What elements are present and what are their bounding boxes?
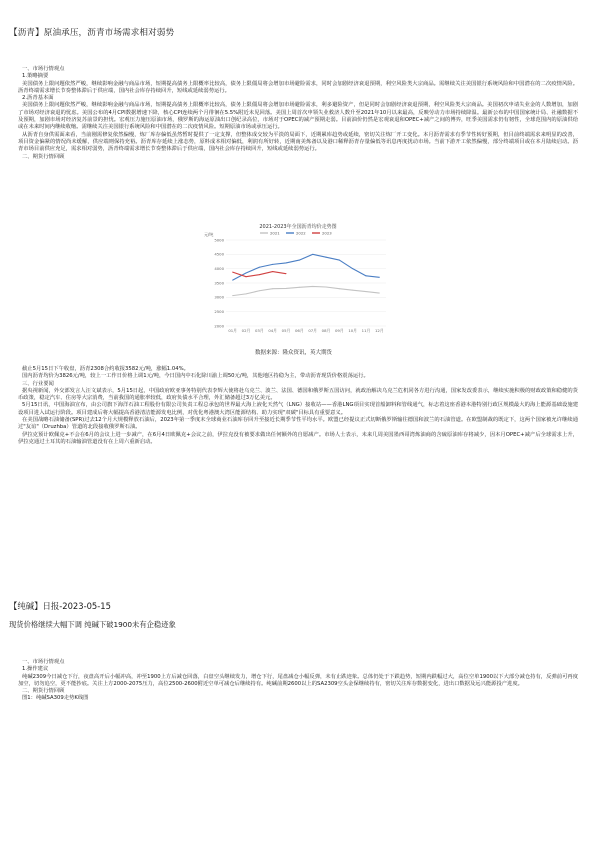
x-tick-label: 03月 xyxy=(255,328,264,333)
soda-ash-block xyxy=(18,659,578,703)
section-title-asphalt: 【沥青】原油承压，沥青市场需求相对弱势 xyxy=(9,28,175,38)
heading-strategy: 1.策略摘要 xyxy=(22,73,49,80)
y-tick-label: 5000 xyxy=(214,237,224,243)
legend-label-2023: 2023 xyxy=(322,230,332,236)
heading-futures-review: 二、期货行情回顾 xyxy=(22,153,65,160)
data-point-2023 xyxy=(232,272,233,273)
data-point-2022 xyxy=(286,262,287,263)
legend-label-2022: 2022 xyxy=(296,230,306,236)
x-tick-label: 12月 xyxy=(375,328,384,333)
x-tick-label: 04月 xyxy=(268,328,277,333)
heading-market-view: 一、市场行情观点 xyxy=(22,66,65,72)
x-tick-label: 08月 xyxy=(321,328,331,333)
heading-soda-futures-review: 二、期货行情回顾 xyxy=(22,688,65,695)
data-point-2021 xyxy=(379,293,380,294)
y-tick-label: 4500 xyxy=(214,251,224,257)
x-tick-label: 01月 xyxy=(228,328,237,333)
x-tick-label: 05月 xyxy=(281,328,291,333)
soda-figure-label: 图1：纯碱SA309走势K线图 xyxy=(22,695,89,702)
data-point-2022 xyxy=(272,264,273,265)
soda-strategy-paragraph: 纯碱2309今日减仓下行，夜盘高开后小幅冲高，冲至1900上方后减仓回落，白盘空头继续发力，增仓下行，尾盘减仓小幅反弹，未有止跌迹象。总体仍处于下跌趋势，短期内跌幅过大，高位空单1900以下大部分减仓持有，反弹前可再度加空，切勿追空，更不能抄底。关注上方2000-2075压力，高位2500-2600附近空单可减仓后继续持有。纯碱前期2600以上的SA2309空头金保继续持有，密切关注库存数据变化，进出口数据及远兴能源投产进度。 xyxy=(18,673,578,687)
x-tick-label: 06月 xyxy=(295,328,304,333)
y-tick-label: 2000 xyxy=(214,323,224,329)
data-point-2022 xyxy=(299,260,300,261)
x-tick-label: 11月 xyxy=(361,328,371,333)
y-tick-label: 2500 xyxy=(214,309,224,315)
fundamentals-paragraph-1: 美国债务上限问题依然严峻，继续影响金融与商品市场，短期提高债务上限概率比较高，债务上限僵局将会增加市场避险需求，利多避险资产，但是同时会加剧经济衰退预期，利空风险类大宗商品。美国初次申请失业金的人数增加，加剧了市场对经济衰退的忧虑。美国公布的4月CPI数据增速下降，核心CPI连续两个月徘徊在5.5%附近未见回落。美国上周首次申领失业救济人数升至2021年10月以来最高，反映劳动力市场持续降温。最新公布的中国国家统计局、社融数据不及预期，加剧市场对经济复苏前景的担忧。宏观压力施压原油市场，俄罗斯的海运原油出口创纪录高位，市场对于OPEC的减产预期走弱。目前油价仍然是宏观衰退和OPEC+减产之间的博弈，旺季美国需求仍有韧性，全球范围内的原油供给或在未来时间内继续收缩。需继续关注美国银行系统风险和中国潜在的二次疫情风险。短期原油市场或承压运行。 xyxy=(18,102,578,131)
data-point-2021 xyxy=(286,288,287,289)
data-point-2021 xyxy=(352,290,353,291)
heading-soda-market-view: 一、市场行情观点 xyxy=(22,659,65,665)
data-point-2021 xyxy=(366,291,367,292)
section-title-soda-ash: 【纯碱】日报-2023-05-15 xyxy=(9,601,111,611)
news-paragraph-2: 5月15日讯，中国海油宣布，由公司旗下海洋石油工程股份有限公司负责工程总承包的世界最大海上液化天然气（LNG）接收站——香港LNG项目实现首船卸料和管线通气，标志着这座香港本港特别行政区规模最大的海上能源基础设施建设项目进入试运行阶段。项目建成后将大幅提高香港清洁能源发电比例，对优化粤港澳大湾区能源结构、助力实现"双碳"目标具有重要意义。 xyxy=(18,402,578,416)
data-point-2023 xyxy=(259,274,260,275)
data-point-2022 xyxy=(366,275,367,276)
news-paragraph-4: 伊拉克预计欧佩克+不会在6月的会议上进一步减产，在6月4日欧佩克+会议之前，伊拉克没有被要求做出任何额外的自愿减产。市场人士表示，未来几周美国墨西哥湾炼油商的含硫原油库存将减少，因本月OPEC+减产后全球需求上升，伊拉克通过土耳其的石油输油管道没有在上周六重新启动。 xyxy=(18,431,578,445)
data-point-2022 xyxy=(259,267,260,268)
data-point-2023 xyxy=(272,271,273,272)
chart-title: 2021-2023年全国沥青均价走势图 xyxy=(259,224,337,230)
data-point-2021 xyxy=(312,286,313,287)
fundamentals-paragraph-2: 从沥青自身供需面来看，当前刚需修复依然偏慢，炼厂库存偏低虽然暂时提供了一定支撑，但整体成交较为平淡的局面下，近期累库趋势或延续，密切关注炼厂开工变化。本月沥青需求有季节性转好预期，但目前终端需求来明显的改善，项目资金偏紧的情况尚未缓解，供应端则保持充裕。沥青库存延续上涨态势，原料成本相对偏低，利润有所好转，近期南美炼备以及港口稀释沥青存量偏低等讯息再度扰动市场。当前下游开工依然偏慢，部分终端项目或在本月陆续启动。沥青市场目前供应充足，需求相对弱势，沥青终端需求增长节奏整体滞后于供应端，国内社会库存持续回升，短线或延续弱势运行。 xyxy=(18,131,578,153)
data-point-2021 xyxy=(232,295,233,296)
y-axis-unit: 元/吨 xyxy=(204,232,214,237)
price-paragraph-2: 国内沥青均价为3826元/吨，较上一工作日价格上调1元/吨，今日国内中石化除川渝上调50元/吨，其他地区持稳为主，带动沥青现货价格震荡运行。 xyxy=(22,373,369,380)
asphalt-price-chart xyxy=(200,218,396,344)
data-point-2021 xyxy=(299,287,300,288)
asphalt-price-news-block xyxy=(18,366,578,446)
y-tick-label: 4000 xyxy=(214,266,224,272)
heading-industry-news: 三、行业要闻 xyxy=(22,380,54,387)
soda-ash-headline: 现货价格继续大幅下调 纯碱下破1900未有企稳迹象 xyxy=(9,620,176,629)
x-tick-label: 10月 xyxy=(348,328,357,333)
chart-legend xyxy=(260,230,332,235)
data-point-2022 xyxy=(246,272,247,273)
news-paragraph-3: 在美国战略石油储备(SPR)过去12个月大规模释放石油后，2023年第一季度末全球商业石油库存回升至接近长期季节性平均水平。欧盟已经提议正式切断俄罗斯输往德国和波兰的石油管道。在欧盟制裁的既定下，这两个国家被允许继续通过"友谊"（Druzhba）管道的北段接收俄罗斯石油。 xyxy=(18,417,578,431)
news-paragraph-1: 据央视新闻，外交部发言人汪文斌表示，5月15日起，中国政府欧亚事务特别代表李辉大使将赴乌克兰、波兰、法国、德国和俄罗斯五国访问，就政治解决乌克兰危机同各方进行沟通，国家发改委表示，继续实施积极的财政政策和稳健的货币政策，稳定汽车、住房等大宗消费，当前我国的通胀率较低，政府负债水平合理，外汇储备超过3万亿美元。 xyxy=(18,387,578,402)
price-paragraph-1: 截止5月15日下午收盘，沥青2308合约收报3582元/吨，涨幅1.04%。 xyxy=(22,366,189,372)
data-point-2022 xyxy=(379,277,380,278)
data-point-2021 xyxy=(246,293,247,294)
data-point-2022 xyxy=(326,257,327,258)
x-tick-label: 02月 xyxy=(241,328,251,333)
data-point-2021 xyxy=(259,290,260,291)
x-tick-label: 09月 xyxy=(335,328,344,333)
chart-background xyxy=(200,218,396,344)
legend-label-2021: 2021 xyxy=(270,230,280,236)
data-point-2022 xyxy=(339,260,340,261)
strategy-paragraph: 美国债务上限问题依然严峻，继续影响金融与商品市场，短期提高债务上限概率比较高，债务上限僵局将会增加市场避险需求，同时会加剧经济衰退预期，利空风险类大宗商品。需继续关注美国银行系统风险和中国潜在的二次疫情风险。沥青终端需求增长节奏整体滞后于供应端，国内社会库存持续回升，短线或延续弱势运行。 xyxy=(18,80,578,94)
x-tick-label: 07月 xyxy=(308,328,317,333)
asphalt-view-block xyxy=(18,66,578,161)
data-point-2023 xyxy=(246,276,247,277)
data-point-2021 xyxy=(339,288,340,289)
data-point-2022 xyxy=(312,254,313,255)
heading-fundamentals: 2.沥青基本面 xyxy=(22,95,54,102)
data-point-2021 xyxy=(272,288,273,289)
data-point-2021 xyxy=(326,287,327,288)
data-point-2022 xyxy=(352,268,353,269)
chart-source-caption: 数据来源：隆众资讯，英大期货 xyxy=(255,350,333,356)
heading-soda-strategy: 1.操作建议 xyxy=(22,666,49,673)
y-tick-label: 3000 xyxy=(214,294,224,300)
data-point-2022 xyxy=(232,280,233,281)
y-tick-label: 3500 xyxy=(214,280,224,286)
data-point-2023 xyxy=(286,273,287,274)
